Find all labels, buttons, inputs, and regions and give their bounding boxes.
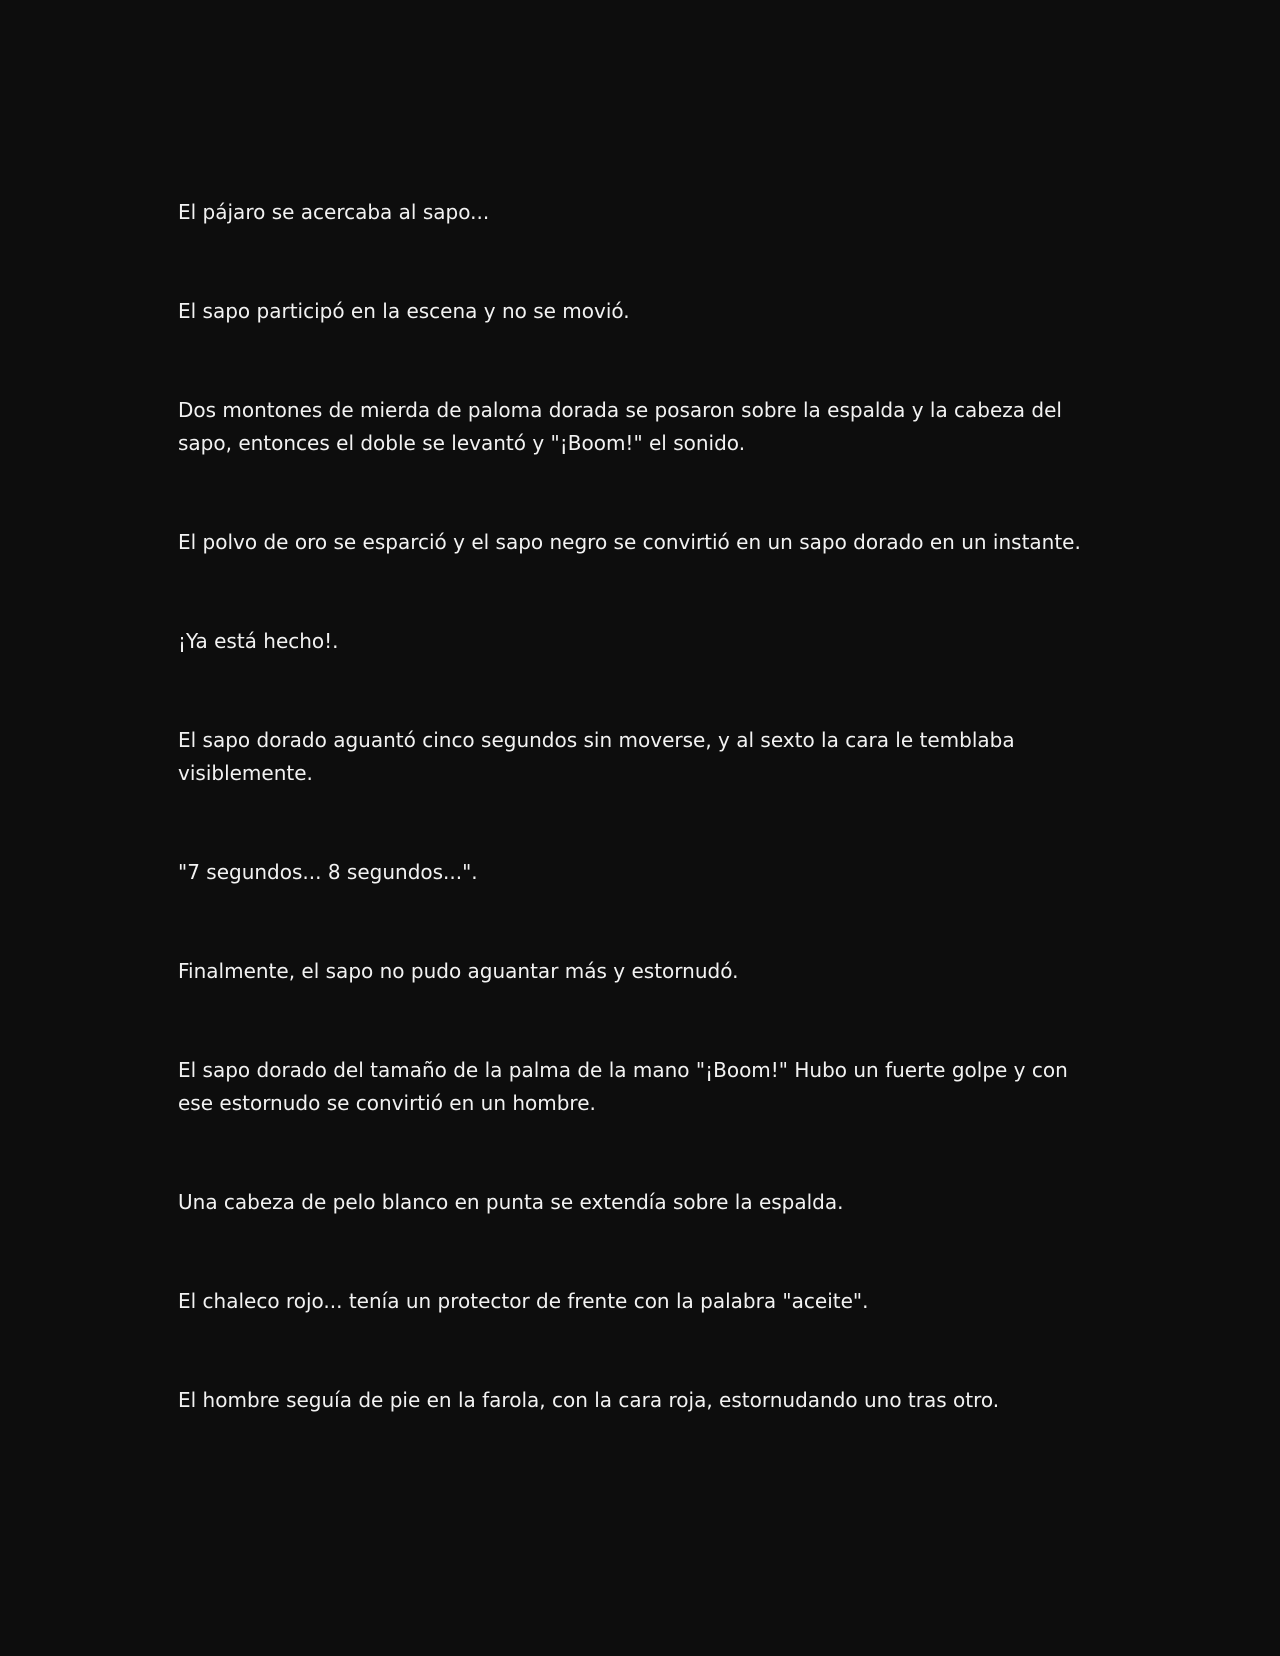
paragraph-spacer bbox=[178, 559, 1108, 625]
paragraph-spacer bbox=[178, 988, 1108, 1054]
paragraph: El pájaro se acercaba al sapo... bbox=[178, 200, 490, 224]
paragraph: Una cabeza de pelo blanco en punta se extendía sobre la espalda. bbox=[178, 1190, 844, 1214]
paragraph-spacer bbox=[178, 889, 1108, 955]
paragraph: El sapo dorado aguantó cinco segundos sin moverse, y al sexto la cara le temblaba visiblemente. bbox=[178, 728, 1015, 785]
paragraph: El sapo dorado del tamaño de la palma de la mano "¡Boom!" Hubo un fuerte golpe y con ese estornudo se convirtió en un hombre. bbox=[178, 1058, 1068, 1115]
paragraph-spacer bbox=[178, 229, 1108, 295]
paragraph-spacer bbox=[178, 658, 1108, 724]
paragraph-spacer bbox=[178, 790, 1108, 856]
paragraph: Finalmente, el sapo no pudo aguantar más y estornudó. bbox=[178, 959, 739, 983]
paragraph: "7 segundos... 8 segundos...". bbox=[178, 860, 478, 884]
paragraph: Dos montones de mierda de paloma dorada se posaron sobre la espalda y la cabeza del sapo, entonces el doble se levantó y "¡Boom!" el sonido. bbox=[178, 398, 1062, 455]
document-body bbox=[178, 196, 1108, 1417]
paragraph: ¡Ya está hecho!. bbox=[178, 629, 339, 653]
paragraph: El polvo de oro se esparció y el sapo negro se convirtió en un sapo dorado en un instante. bbox=[178, 530, 1081, 554]
paragraph-spacer bbox=[178, 328, 1108, 394]
paragraph-spacer bbox=[178, 460, 1108, 526]
paragraph: El hombre seguía de pie en la farola, con la cara roja, estornudando uno tras otro. bbox=[178, 1388, 1000, 1412]
paragraph: El sapo participó en la escena y no se movió. bbox=[178, 299, 630, 323]
paragraph-spacer bbox=[178, 1219, 1108, 1285]
paragraph: El chaleco rojo... tenía un protector de frente con la palabra "aceite". bbox=[178, 1289, 869, 1313]
paragraph-spacer bbox=[178, 1120, 1108, 1186]
paragraph-spacer bbox=[178, 1318, 1108, 1384]
